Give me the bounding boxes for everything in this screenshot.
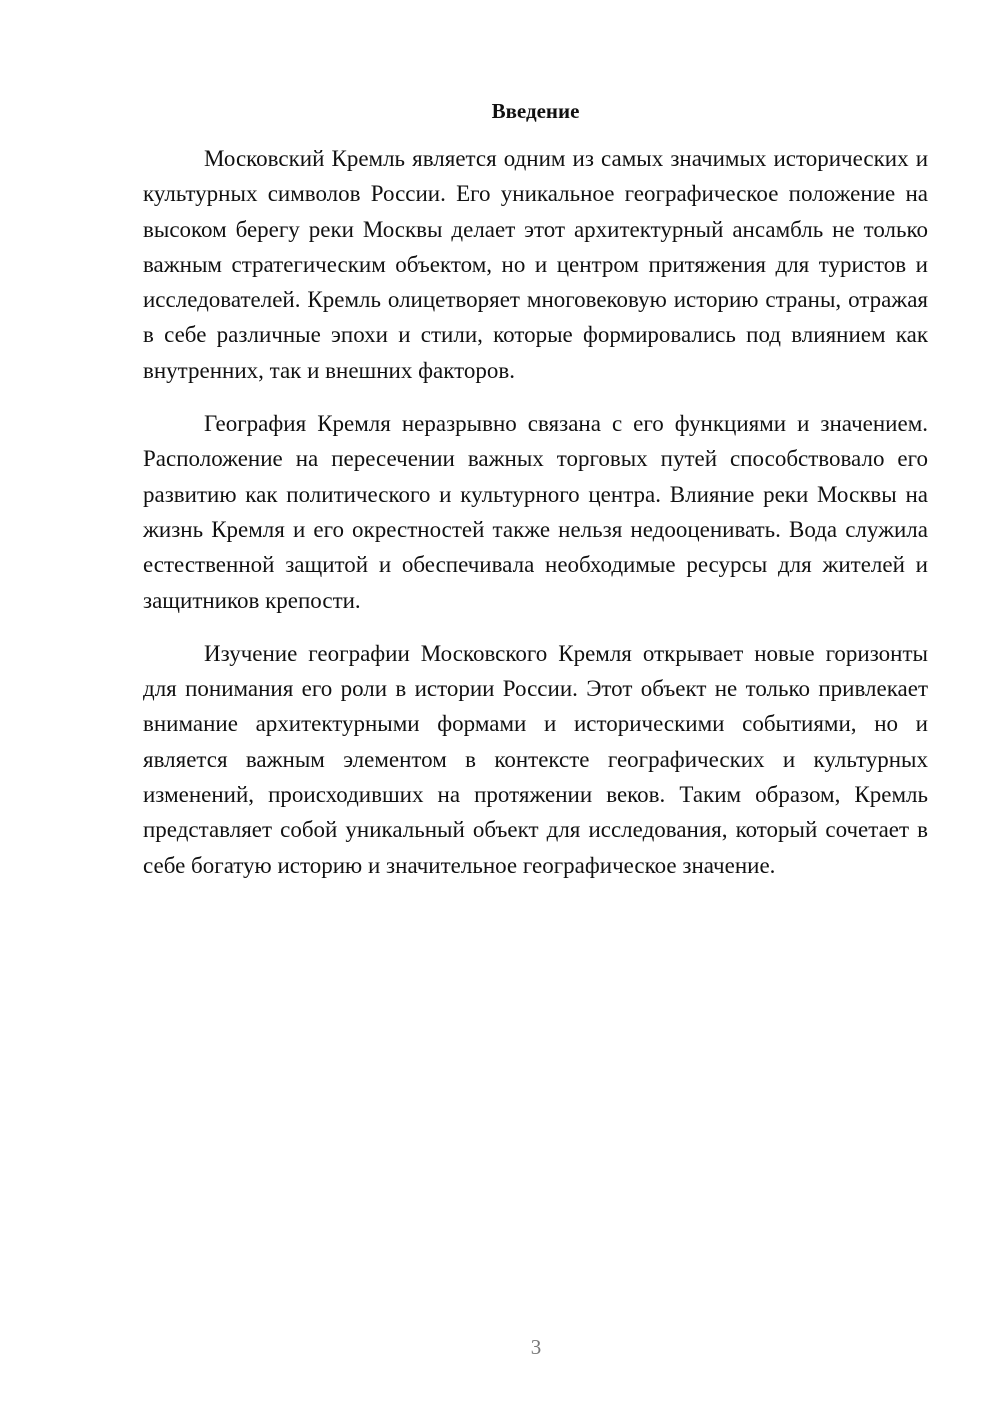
page-content [143, 94, 928, 901]
page-title: Введение [491, 99, 580, 123]
paragraph-1: Московский Кремль является одним из самых значимых исторических и культурных символов России. Его уникальное географическое положение на высоком берегу реки Москвы делает этот архитектурный ансамбль не только важным стратегическим объектом, но и центром притяжения для туристов и исследователей. Кремль олицетворяет многовековую историю страны, отражая в себе различные эпохи и стили, которые формировались под влиянием как внутренних, так и внешних факторов. [143, 146, 928, 383]
paragraph-3: Изучение географии Московского Кремля открывает новые горизонты для понимания его роли в истории России. Этот объект не только привлекает внимание архитектурными формами и историческими событиями, но и является важным элементом в контексте географических и культурных изменений, происходивших на протяжении веков. Таким образом, Кремль представляет собой уникальный объект для исследования, который сочетает в себе богатую историю и значительное географическое значение. [143, 640, 928, 878]
page-number: 3 [530, 1335, 542, 1359]
paragraph-2: География Кремля неразрывно связана с его функциями и значением. Расположение на пересечении важных торговых путей способствовало его развитию как политического и культурного центра. Влияние реки Москвы на жизнь Кремля и его окрестностей также нельзя недооценивать. Вода служила естественной защитой и обеспечивала необходимые ресурсы для жителей и защитников крепости. [143, 411, 928, 613]
